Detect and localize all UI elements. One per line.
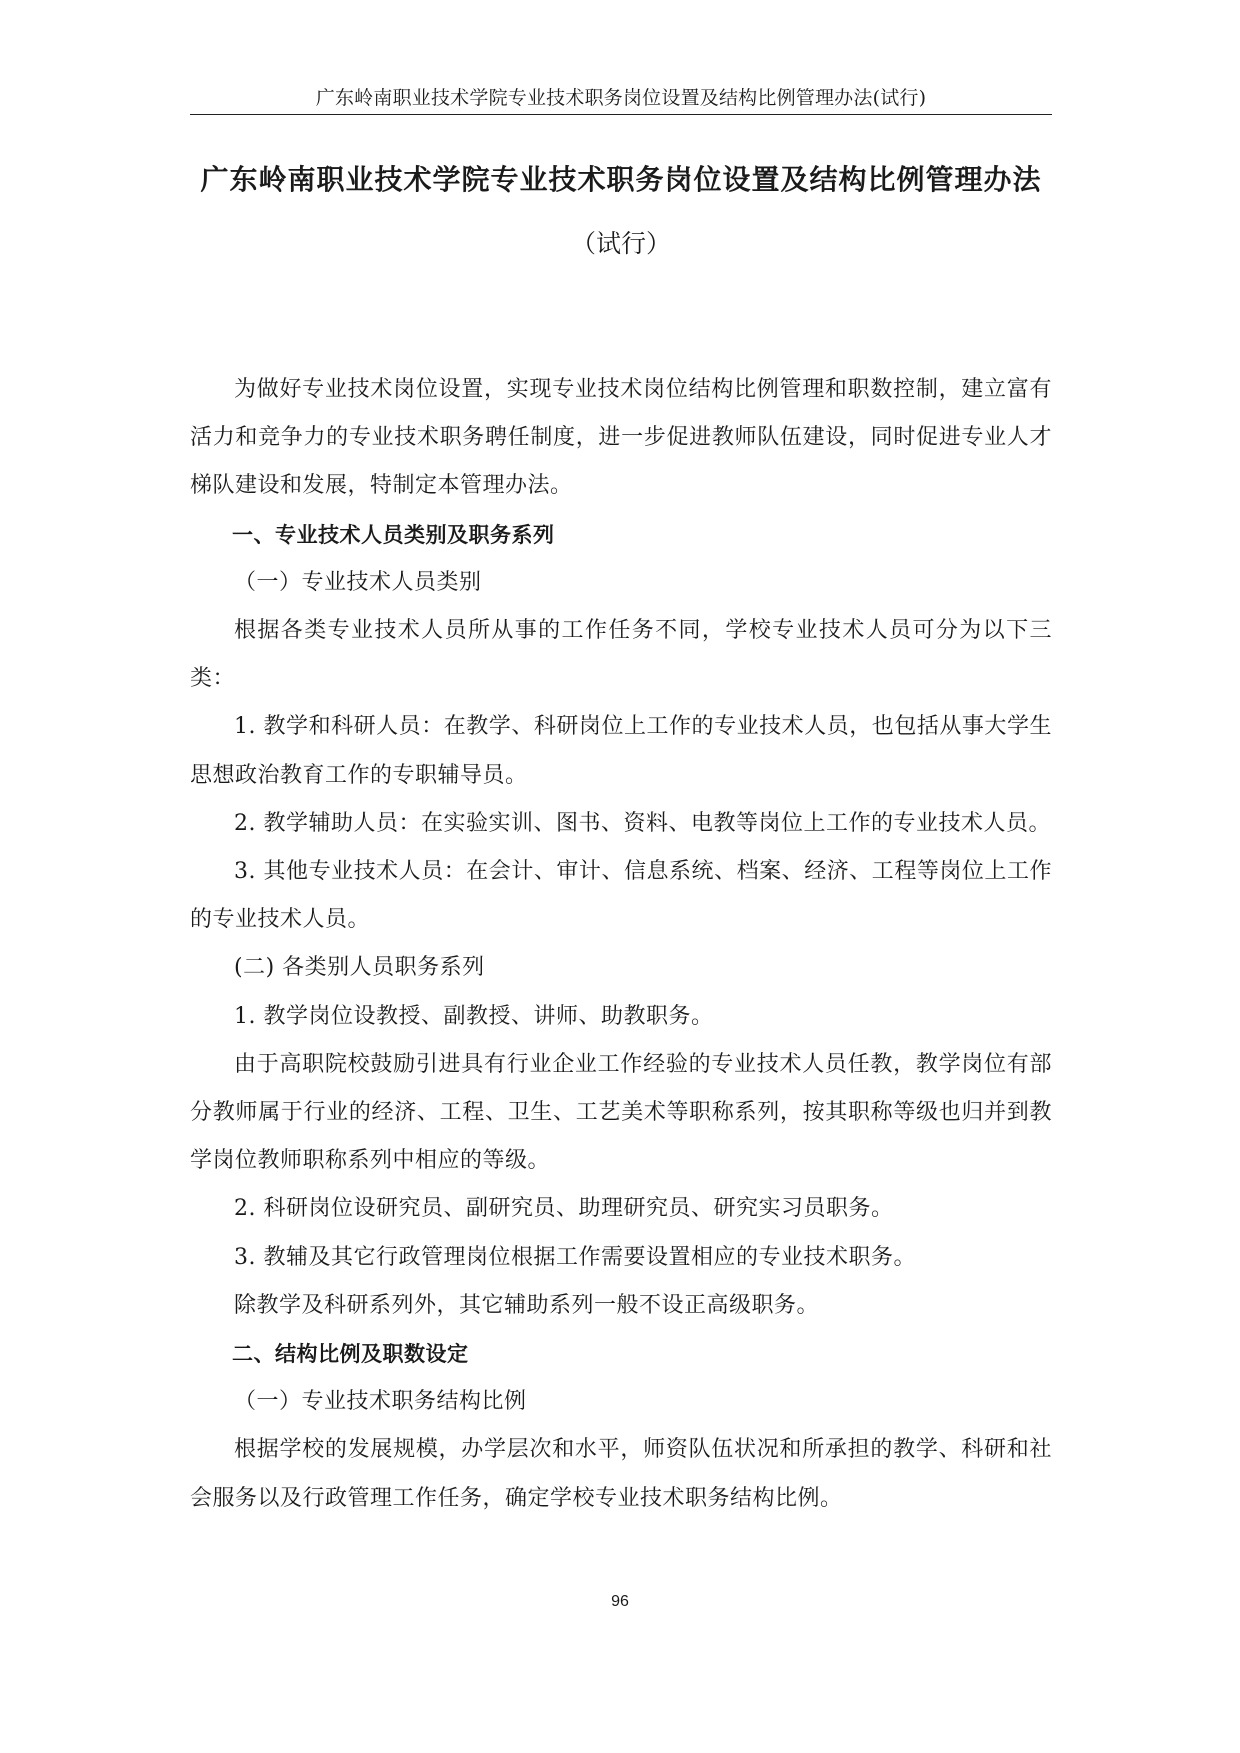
subsection-heading: （一）专业技术职务结构比例 — [234, 1389, 527, 1415]
list-item: 3. 教辅及其它行政管理岗位根据工作需要设置相应的专业技术职务。 — [234, 1244, 916, 1270]
body-paragraph: 由于高职院校鼓励引进具有行业企业工作经验的专业技术人员任教，教学岗位有部分教师属于行业的经济、工程、卫生、工艺美术等职称系列，按其职称等级也归并到教学岗位教师职称系列中相应的等级。 — [190, 1051, 1052, 1174]
header-divider — [190, 114, 1052, 115]
section-heading-2: 二、结构比例及职数设定 — [232, 1342, 469, 1367]
document-title: 广东岭南职业技术学院专业技术职务岗位设置及结构比例管理办法 — [200, 163, 1042, 196]
body-paragraph: 根据各类专业技术人员所从事的工作任务不同，学校专业技术人员可分为以下三类： — [190, 618, 1052, 692]
page-number: 96 — [611, 1593, 629, 1610]
subsection-heading: (二) 各类别人员职务系列 — [234, 955, 485, 981]
document-subtitle: （试行） — [570, 229, 671, 258]
body-paragraph: 除教学及科研系列外，其它辅助系列一般不设正高级职务。 — [234, 1292, 820, 1318]
body-paragraph: 根据学校的发展规模，办学层次和水平，师资队伍状况和所承担的教学、科研和社会服务以及行政管理工作任务，确定学校专业技术职务结构比例。 — [190, 1437, 1052, 1511]
list-item: 2. 科研岗位设研究员、副研究员、助理研究员、研究实习员职务。 — [234, 1196, 894, 1222]
running-header: 广东岭南职业技术学院专业技术职务岗位设置及结构比例管理办法(试行) — [315, 87, 927, 109]
list-item: 1. 教学和科研人员：在教学、科研岗位上工作的专业技术人员，也包括从事大学生思想政治教育工作的专职辅导员。 — [190, 714, 1052, 788]
list-item: 1. 教学岗位设教授、副教授、讲师、助教职务。 — [234, 1003, 714, 1029]
document-body — [190, 366, 1052, 1523]
section-heading-1: 一、专业技术人员类别及职务系列 — [232, 522, 555, 547]
list-item: 2. 教学辅助人员：在实验实训、图书、资料、电教等岗位上工作的专业技术人员。 — [234, 810, 1051, 836]
intro-paragraph: 为做好专业技术岗位设置，实现专业技术岗位结构比例管理和职数控制，建立富有活力和竞争力的专业技术职务聘任制度，进一步促进教师队伍建设，同时促进专业人才梯队建设和发展，特制定本管理办法。 — [190, 377, 1052, 499]
subsection-heading: （一）专业技术人员类别 — [234, 569, 482, 595]
list-item: 3. 其他专业技术人员：在会计、审计、信息系统、档案、经济、工程等岗位上工作的专业技术人员。 — [190, 859, 1052, 933]
